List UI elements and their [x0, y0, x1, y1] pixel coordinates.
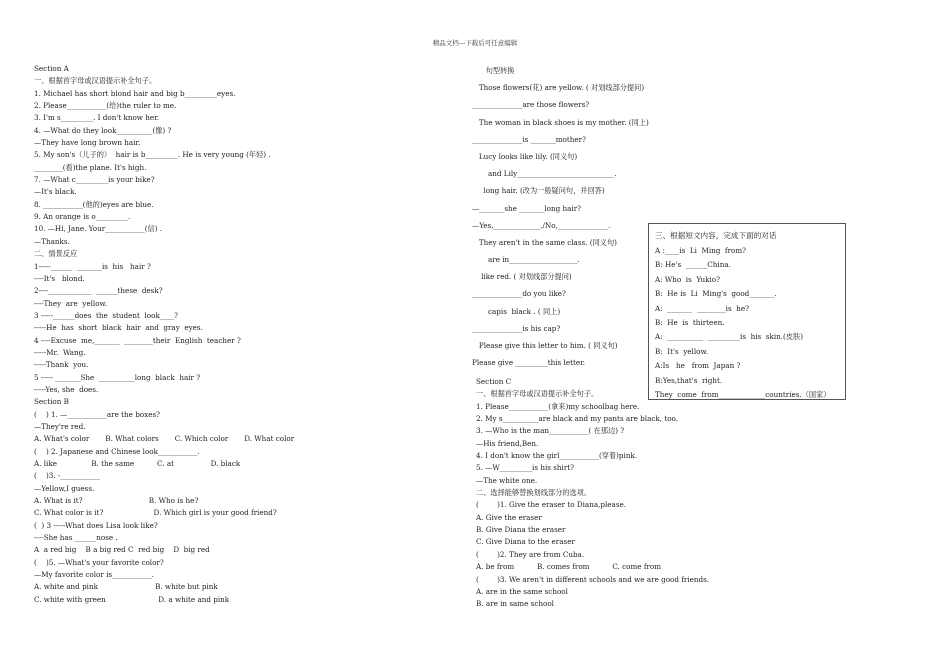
- exercise-line: 10. —Hi, Jane. Your___________(信) .: [34, 224, 163, 234]
- exercise-line: ( ) 1. —___________are the boxes?: [34, 409, 160, 419]
- exercise-line: 5. My son's（儿子的） hair is b_________. He is very young (年轻) .: [34, 150, 271, 160]
- exercise-line: ( )2. They are from Cuba.: [476, 549, 585, 559]
- exercise-line: 2----____________ ______these desk?: [34, 286, 163, 296]
- exercise-line: —It's black.: [34, 187, 77, 197]
- exercise-line: A. be from B. comes from C. come from: [476, 562, 662, 572]
- exercise-line: Section A: [34, 64, 69, 73]
- dialogue-line: A :____is Li Ming from?: [655, 246, 747, 255]
- transformation-line: Lucy looks like lily. (同义句): [472, 151, 578, 161]
- exercise-line: 一、根据首字母或汉语提示补全句子。: [476, 389, 599, 399]
- exercise-line: 4. I don't know the girl___________(穿着)pink.: [476, 451, 638, 461]
- exercise-line: 二、选择能够替换划线部分的选项。: [476, 488, 592, 498]
- dialogue-line: B: He is Li Ming's good_______.: [655, 289, 777, 299]
- transformation-line: capis black . ( 同上): [472, 306, 561, 316]
- exercise-line: C. What color is it? D. Which girl is your good friend?: [34, 508, 277, 518]
- exercise-line: 3. —Who is the man___________( 在那边) ?: [476, 426, 625, 436]
- exercise-line: 4. —What do they look__________(像) ?: [34, 125, 172, 135]
- exercise-line: 3 -----______does the student look____?: [34, 310, 179, 320]
- transformation-line: Those flowers(花) are yellow. ( 对划线部分提问): [472, 83, 645, 93]
- transformation-line: ______________do you like?: [472, 289, 566, 299]
- exercise-line: ----She has ______nose .: [34, 533, 118, 543]
- dialogue-line: A: __________ _________is his skin.(皮肤): [655, 332, 804, 342]
- exercise-line: 二、情景反应: [34, 249, 78, 259]
- dialogue-line: They come from_____________countries.（国家）: [655, 390, 831, 399]
- exercise-line: —They have long brown hair.: [34, 138, 141, 148]
- exercise-line: ( )1. Give the eraser to Diana,please.: [476, 500, 627, 510]
- transformation-line: ______________are those flowers?: [472, 100, 590, 110]
- exercise-line: A. like B. the same C. at D. black: [34, 459, 241, 468]
- dialogue-line: A: _______ ________is he?: [655, 303, 749, 313]
- exercise-line: A. What is it? B. Who is he?: [34, 496, 199, 506]
- transformation-line: are in___________________.: [472, 255, 580, 265]
- transformation-line: ______________is his cap?: [472, 323, 561, 333]
- exercise-line: ( )3. -___________: [34, 471, 100, 481]
- exercise-line: A. are in the same school: [476, 586, 568, 596]
- exercise-line: ----It's blond.: [34, 273, 85, 283]
- exercise-line: A. What's color B. What colors C. Which color D. What color: [34, 434, 295, 444]
- transformation-line: Please give this letter to him. ( 同义句): [472, 341, 618, 350]
- transformation-line: 句型转换: [472, 66, 515, 75]
- exercise-line: 8. ___________(他的)eyes are blue.: [34, 199, 154, 209]
- exercise-line: B. are in same school: [476, 599, 554, 609]
- exercise-line: A. Give the eraser: [476, 512, 542, 522]
- exercise-line: ( )3. We aren't in different schools and we are good friends.: [476, 574, 710, 584]
- exercise-line: Section B: [34, 397, 69, 407]
- page-header: 精品文档---下载后可任意编辑: [432, 39, 518, 47]
- dialogue-line: B:Yes,that's right.: [655, 375, 723, 385]
- transformation-line: —_______she _______long hair?: [472, 203, 581, 213]
- exercise-line: A. white and pink B. white but pink: [34, 582, 218, 592]
- exercise-line: —Yellow,I guess.: [34, 483, 95, 493]
- exercise-line: C. white with green D. a white and pink: [34, 594, 230, 604]
- exercise-line: 9. An orange is o_________.: [34, 212, 131, 222]
- section-c-column: [476, 376, 936, 611]
- exercise-line: 2. My s__________are black and my pants are black, too.: [476, 414, 679, 424]
- section-a-b-column: [34, 63, 434, 606]
- transformation-line: and Lily___________________________.: [472, 169, 617, 179]
- exercise-line: ----They are yellow.: [34, 298, 108, 308]
- exercise-line: —My favorite color is___________.: [34, 570, 154, 580]
- exercise-line: 5 ----- _______She __________long black hair ?: [34, 372, 201, 382]
- dialogue-box: [648, 223, 846, 400]
- exercise-line: —The white one.: [476, 475, 538, 485]
- exercise-line: ________(看)the plane. It's high.: [34, 162, 147, 172]
- exercise-line: 7. —What c_________is your bike?: [34, 175, 155, 185]
- exercise-line: 5. —W_________is his shirt?: [476, 463, 575, 473]
- dialogue-box-title: 三、根据短文内容，完成下面的对话: [655, 231, 777, 240]
- exercise-line: 2. Please___________(给)the ruler to me.: [34, 101, 177, 111]
- dialogue-line: A: Who is Yukio?: [655, 274, 720, 284]
- exercise-line: ( )5. —What's your favorite color?: [34, 557, 164, 567]
- exercise-line: ( ) 3 -----What does Lisa look like?: [34, 520, 158, 530]
- transformation-line: The woman in black shoes is my mother. (同上): [472, 117, 649, 127]
- exercise-line: 1-----______ _______is his hair ?: [34, 261, 151, 271]
- exercise-line: 1. Michael has short blond hair and big b_________eyes.: [34, 88, 236, 98]
- dialogue-line: A:Is he from Japan ?: [655, 361, 741, 371]
- exercise-line: 一、根据首字母或汉语提示补全句子。: [34, 76, 157, 86]
- transformation-line: They aren't in the same class. (同义句): [472, 237, 617, 247]
- exercise-line: —His friend,Ben.: [476, 438, 539, 448]
- exercise-line: A a red big B a big red C red big D big red: [34, 545, 210, 555]
- exercise-line: -----Thank you.: [34, 360, 89, 370]
- transformation-line: —Yes,_____________./No,______________.: [472, 220, 611, 230]
- transformation-line: long hair. (改为一般疑问句，并回答): [472, 186, 605, 196]
- exercise-line: -----Yes, she does.: [34, 384, 99, 394]
- exercise-line: -----Mr. Wang.: [34, 347, 86, 357]
- exercise-line: B. Give Diana the eraser: [476, 525, 566, 535]
- exercise-line: 1. Please___________(拿来)my schoolbag here.: [476, 401, 640, 411]
- exercise-line: 4 ----Excuse me,_______ ________their English teacher ?: [34, 335, 241, 345]
- exercise-line: C. Give Diana to the eraser: [476, 537, 575, 547]
- exercise-line: ( ) 2. Japanese and Chinese look___________.: [34, 446, 200, 456]
- transformation-line: Please give _________this letter.: [472, 358, 586, 368]
- transformation-line: like red. ( 对划线部分提问): [472, 272, 572, 282]
- exercise-line: 3. I'm s_________. I don't know her.: [34, 113, 160, 123]
- exercise-line: —They're red.: [34, 421, 86, 431]
- dialogue-line: B: He's ______China.: [655, 260, 731, 270]
- transformation-line: ______________is _______mother?: [472, 134, 586, 144]
- exercise-line: Section C: [476, 377, 512, 386]
- dialogue-line: B: It's yellow.: [655, 346, 709, 356]
- dialogue-line: B: He is thirteen.: [655, 318, 725, 327]
- exercise-line: -----He has short black hair and gray eyes.: [34, 323, 203, 333]
- exercise-line: —Thanks.: [34, 236, 70, 246]
